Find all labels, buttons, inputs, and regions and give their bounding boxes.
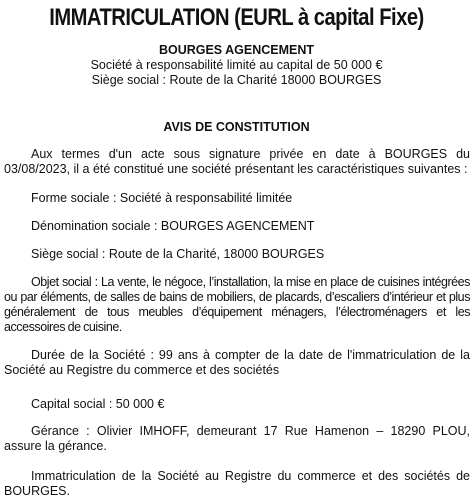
company-header	[0, 43, 473, 88]
immatriculation-paragraph: Immatriculation de la Société au Registre du commerce et des sociétés de BOURGES.	[4, 469, 470, 498]
company-head-office: Siège social : Route de la Charité 18000 BOURGES	[91, 73, 382, 87]
capital-paragraph: Capital social : 50 000 €	[31, 397, 165, 411]
notice-title: IMMATRICULATION (EURL à capital Fixe)	[49, 4, 424, 31]
objet-social-paragraph: Objet social : La vente, le négoce, l’installation, la mise en place de cuisines intégrées ou par éléments, de salles de bains de mobiliers, de placards, d’escaliers d’intérieur et plus généralement de tous meubles d’équipement ménagers, l’électroménagers et les accessoires de cuisine.	[4, 275, 470, 334]
gerance-paragraph: Gérance : Olivier IMHOFF, demeurant 17 Rue Hamenon – 18290 PLOU, assure la gérance.	[4, 424, 470, 453]
section-title: AVIS DE CONSTITUTION	[163, 120, 310, 134]
company-name: BOURGES AGENCEMENT	[158, 43, 315, 57]
denomination-paragraph: Dénomination sociale : BOURGES AGENCEMENT	[31, 219, 315, 233]
forme-sociale-paragraph: Forme sociale : Société à responsabilité limitée	[31, 191, 293, 205]
siege-social-paragraph: Siège social : Route de la Charité, 18000 BOURGES	[31, 247, 325, 261]
duree-paragraph: Durée de la Société : 99 ans à compter de la date de l'immatriculation de la Société au Registre du commerce et des sociétés	[4, 348, 470, 377]
company-legal-form: Société à responsabilité limité au capital de 50 000 €	[90, 58, 383, 72]
intro-paragraph: Aux termes d'un acte sous signature privée en date à BOURGES du 03/08/2023, il a été constitué une société présentant les caractéristiques suivantes :	[4, 147, 470, 176]
